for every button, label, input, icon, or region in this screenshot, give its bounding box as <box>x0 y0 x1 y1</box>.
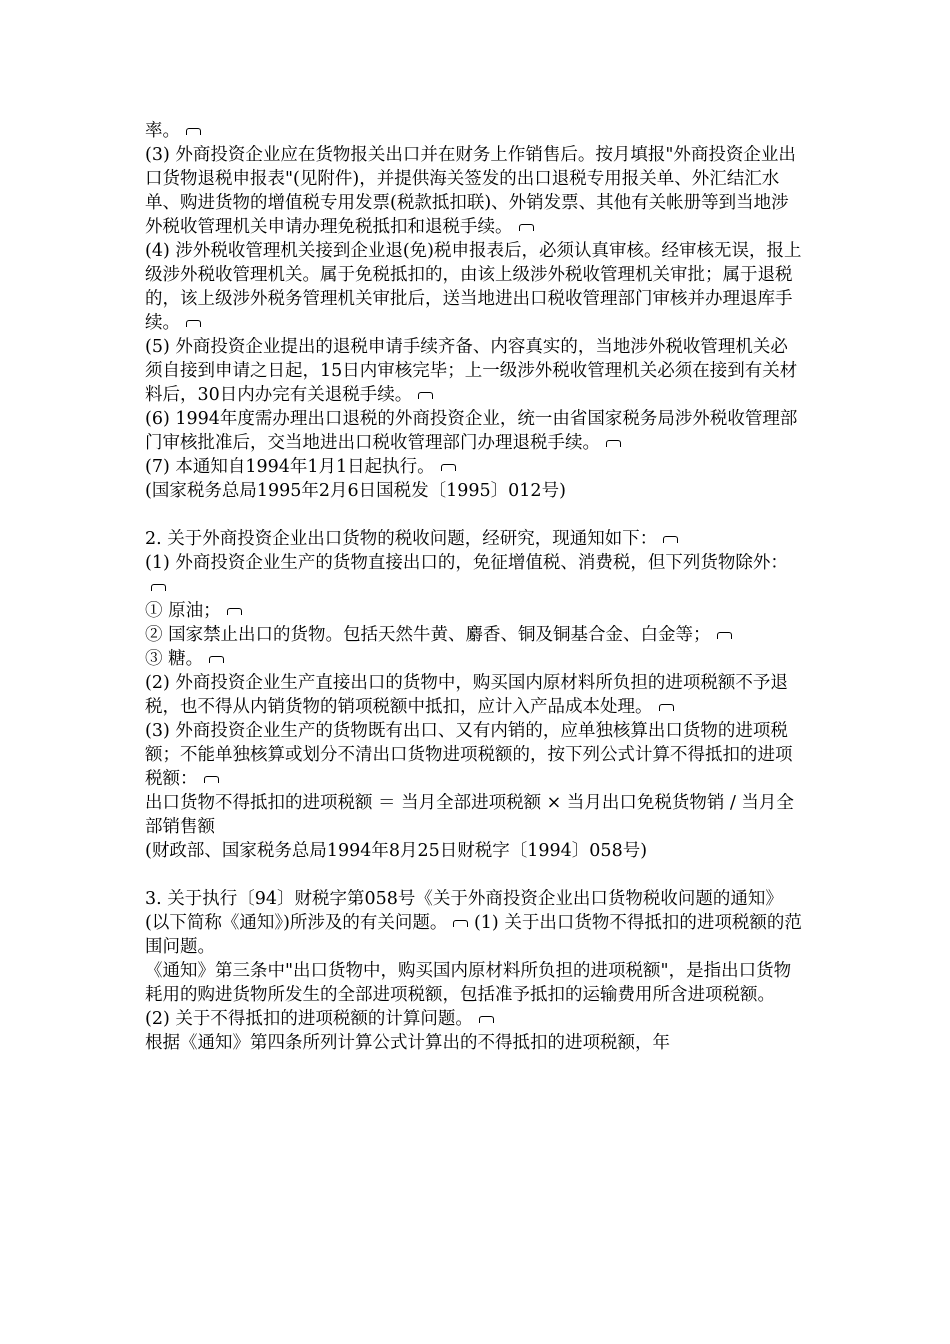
paragraph-mark-icon <box>606 440 621 447</box>
paragraph: (7) 本通知自1994年1月1日起执行。 <box>145 455 805 479</box>
paragraph-mark-icon <box>453 920 468 927</box>
paragraph-mark-icon <box>418 392 433 399</box>
paragraph: (3) 外商投资企业生产的货物既有出口、又有内销的，应单独核算出口货物的进项税额；不能单独核算或划分不清出口货物进项税额的，按下列公式计算不得抵扣的进项税额： <box>145 721 793 789</box>
formula: 出口货物不得抵扣的进项税额 ＝ 当月全部进项税额 × 当月出口免税货物销 / 当月全部销售额 <box>145 793 794 837</box>
paragraph-mark-icon <box>659 704 674 711</box>
list-item: ① 原油； <box>145 599 805 623</box>
paragraph-mark-icon <box>186 128 201 135</box>
paragraph-mark-icon <box>479 1016 494 1023</box>
citation: (财政部、国家税务总局1994年8月25日财税字〔1994〕058号) <box>145 841 648 861</box>
citation: (国家税务总局1995年2月6日国税发〔1995〕012号) <box>145 481 566 501</box>
paragraph: 根据《通知》第四条所列计算公式计算出的不得抵扣的进项税额，年 <box>145 1033 670 1053</box>
paragraph: 率。 <box>145 119 805 143</box>
paragraph: (1) 外商投资企业生产的货物直接出口的，免征增值税、消费税，但下列货物除外： <box>145 551 805 599</box>
paragraph-mark-icon <box>519 224 534 231</box>
paragraph: (6) 1994年度需办理出口退税的外商投资企业，统一由省国家税务局涉外税收管理部门审核批准后，交当地进出口税收管理部门办理退税手续。 <box>145 409 798 453</box>
paragraph: (5) 外商投资企业提出的退税申请手续齐备、内容真实的，当地涉外税收管理机关必须自接到申请之日起，15日内审核完毕；上一级涉外税收管理机关必须在接到有关材料后，30日内办完有关退税手续。 <box>145 337 798 405</box>
paragraph-mark-icon <box>441 464 456 471</box>
paragraph: (2) 外商投资企业生产直接出口的货物中，购买国内原材料所负担的进项税额不予退税，也不得从内销货物的销项税额中抵扣，应计入产品成本处理。 <box>145 673 788 717</box>
paragraph-mark-icon <box>186 320 201 327</box>
paragraph: 《通知》第三条中"出口货物中，购买国内原材料所负担的进项税额"，是指出口货物耗用的购进货物所发生的全部进项税额，包括准予抵扣的运输费用所含进项税额。 <box>145 961 792 1005</box>
list-item: ③ 糖。 <box>145 647 805 671</box>
list-item: ② 国家禁止出口的货物。包括天然牛黄、麝香、铜及铜基合金、白金等； <box>145 623 805 647</box>
paragraph: (3) 外商投资企业应在货物报关出口并在财务上作销售后。按月填报"外商投资企业出口货物退税申报表"(见附件)，并提供海关签发的出口退税专用报关单、外汇结汇水单、购进货物的增值税专用发票(税款抵扣联)、外销发票、其他有关帐册等到当地涉外税收管理机关申请办理免税抵扣和退税手续。 <box>145 145 796 237</box>
paragraph-mark-icon <box>717 632 732 639</box>
section-heading: 3. 关于执行〔94〕财税字第058号《关于外商投资企业出口货物税收问题的通知》(以下简称《通知》)所涉及的有关问题。 (1) 关于出口货物不得抵扣的进项税额的范围问题。 <box>145 889 802 957</box>
paragraph: (2) 关于不得抵扣的进项税额的计算问题。 <box>145 1007 805 1031</box>
section-heading: 2. 关于外商投资企业出口货物的税收问题，经研究，现通知如下： <box>145 527 805 551</box>
paragraph: (4) 涉外税收管理机关接到企业退(免)税申报表后，必须认真审核。经审核无误，报上级涉外税收管理机关。属于免税抵扣的，由该上级涉外税收管理机关审批；属于退税的，该上级涉外税务管理机关审批后，送当地进出口税收管理部门审核并办理退库手续。 <box>145 241 802 333</box>
blank-line <box>145 503 805 527</box>
paragraph-mark-icon <box>663 536 678 543</box>
paragraph-mark-icon <box>209 656 224 663</box>
document-body <box>145 119 805 1055</box>
paragraph-mark-icon <box>151 584 166 591</box>
blank-line <box>145 863 805 887</box>
paragraph-mark-icon <box>227 608 242 615</box>
paragraph-mark-icon <box>204 776 219 783</box>
